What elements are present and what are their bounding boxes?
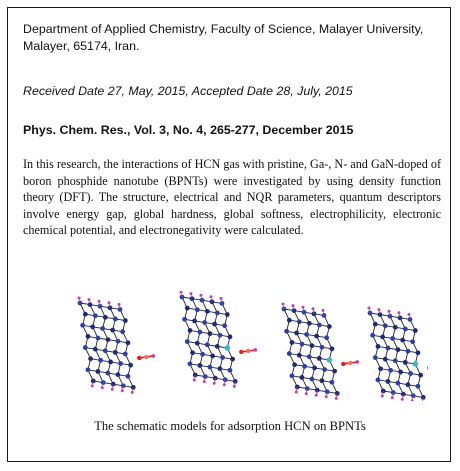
- received-accepted-dates: Received Date 27, May, 2015, Accepted Date 28, July, 2015: [23, 84, 353, 98]
- atom: [322, 367, 327, 372]
- hydrogen-atom: [190, 292, 193, 295]
- atom: [218, 333, 223, 338]
- atom: [123, 318, 128, 323]
- nanotube-model-1: [78, 297, 156, 394]
- dopant-atom: [224, 345, 230, 351]
- hydrogen-atom: [368, 307, 371, 310]
- atom: [403, 327, 408, 332]
- atom: [106, 371, 111, 376]
- atom: [83, 312, 88, 317]
- atom: [208, 365, 213, 370]
- atom: [228, 368, 233, 373]
- affiliation-text: Department of Applied Chemistry, Faculty of Science, Malayer University, Malayer, 65174, Iran.: [23, 22, 424, 53]
- atom: [113, 350, 118, 355]
- atom: [416, 384, 421, 389]
- atom: [80, 323, 85, 328]
- atom: [314, 334, 319, 339]
- atom: [128, 363, 133, 368]
- hydrogen-atom: [180, 291, 183, 294]
- atom: [330, 380, 335, 385]
- atom: [410, 339, 415, 344]
- atom: [376, 377, 381, 382]
- atom: [393, 325, 398, 330]
- atom: [93, 313, 98, 318]
- atom: [220, 355, 225, 360]
- atom: [406, 382, 411, 387]
- atom: [110, 328, 115, 333]
- atom: [287, 351, 292, 356]
- atom: [106, 337, 111, 342]
- atom: [317, 356, 322, 361]
- atom: [332, 369, 337, 374]
- atom: [302, 364, 307, 369]
- atom: [400, 338, 405, 343]
- hydrogen-atom: [282, 303, 285, 306]
- hydrogen-atom: [121, 389, 124, 392]
- atom: [373, 322, 378, 327]
- hydrogen-atom: [111, 388, 114, 391]
- atom: [100, 326, 105, 331]
- atom: [292, 362, 297, 367]
- hcn-atom: [253, 348, 257, 352]
- nanotube-models-figure: [48, 291, 428, 401]
- atom: [304, 332, 309, 337]
- atom: [317, 323, 322, 328]
- atom: [93, 347, 98, 352]
- atom: [230, 357, 235, 362]
- atom: [90, 324, 95, 329]
- atom: [108, 360, 113, 365]
- atom: [324, 335, 329, 340]
- atom: [287, 318, 292, 323]
- atom: [373, 355, 378, 360]
- nanotube-model-3: [282, 303, 360, 400]
- hydrogen-atom: [213, 382, 216, 385]
- dopant-atom: [412, 361, 418, 367]
- atom: [202, 320, 207, 325]
- hydrogen-atom: [108, 301, 111, 304]
- hydrogen-atom: [315, 394, 318, 397]
- atom: [126, 340, 131, 345]
- atom: [195, 307, 200, 312]
- atom: [215, 311, 220, 316]
- hydrogen-atom: [193, 379, 196, 382]
- hydrogen-atom: [98, 300, 101, 303]
- atom: [383, 357, 388, 362]
- atom: [320, 378, 325, 383]
- atom: [398, 370, 403, 375]
- hydrogen-atom: [131, 391, 134, 394]
- atom: [195, 341, 200, 346]
- atom: [297, 353, 302, 358]
- atom: [210, 354, 215, 359]
- hydrogen-atom: [388, 310, 391, 313]
- atom: [396, 381, 401, 386]
- atom: [418, 373, 423, 378]
- atom: [116, 372, 121, 377]
- atom: [307, 321, 312, 326]
- hydrogen-atom: [292, 304, 295, 307]
- hydrogen-atom: [200, 294, 203, 297]
- atom: [88, 356, 93, 361]
- hydrogen-atom: [91, 385, 94, 388]
- hydrogen-atom: [203, 380, 206, 383]
- atom: [215, 344, 220, 349]
- atom: [205, 342, 210, 347]
- atom: [103, 348, 108, 353]
- atom: [86, 367, 91, 372]
- hydrogen-atom: [305, 392, 308, 395]
- hydrogen-atom: [118, 303, 121, 306]
- atom: [185, 306, 190, 311]
- hydrogen-atom: [335, 397, 338, 400]
- atom: [312, 366, 317, 371]
- hydrogen-atom: [210, 295, 213, 298]
- atom: [383, 323, 388, 328]
- hcn-atom: [427, 366, 428, 370]
- atom: [408, 371, 413, 376]
- atom: [96, 369, 101, 374]
- hcn-atom: [239, 350, 243, 354]
- hydrogen-atom: [233, 385, 236, 388]
- atom: [212, 322, 217, 327]
- atom: [330, 346, 335, 351]
- hydrogen-atom: [322, 309, 325, 312]
- hydrogen-atom: [78, 297, 81, 300]
- atom: [396, 347, 401, 352]
- hydrogen-atom: [391, 396, 394, 399]
- atom: [192, 318, 197, 323]
- hydrogen-atom: [401, 398, 404, 401]
- atom: [222, 323, 227, 328]
- hydrogen-atom: [378, 308, 381, 311]
- hcn-atom: [348, 361, 352, 365]
- atom: [386, 379, 391, 384]
- atom: [185, 339, 190, 344]
- hydrogen-atom: [408, 313, 411, 316]
- atom: [388, 368, 393, 373]
- hcn-atom: [137, 356, 141, 360]
- atom: [198, 363, 203, 368]
- atom: [218, 366, 223, 371]
- atom: [307, 354, 312, 359]
- atom: [182, 317, 187, 322]
- atom: [190, 350, 195, 355]
- atom: [123, 352, 128, 357]
- hydrogen-atom: [223, 383, 226, 386]
- atom: [113, 317, 118, 322]
- atom: [225, 312, 230, 317]
- atom: [198, 330, 203, 335]
- atom: [403, 360, 408, 365]
- figure-caption: The schematic models for adsorption HCN on BPNTs: [94, 419, 366, 433]
- atom: [83, 345, 88, 350]
- atom: [327, 324, 332, 329]
- atom: [290, 373, 295, 378]
- atom: [406, 349, 411, 354]
- atom: [188, 328, 193, 333]
- hcn-atom: [151, 354, 155, 358]
- hydrogen-atom: [220, 297, 223, 300]
- hcn-atom: [144, 355, 148, 359]
- atom: [416, 350, 421, 355]
- hcn-atom: [341, 362, 345, 366]
- atom: [320, 345, 325, 350]
- atom: [393, 358, 398, 363]
- atom: [116, 339, 121, 344]
- hydrogen-atom: [88, 298, 91, 301]
- atom: [103, 315, 108, 320]
- atom: [376, 344, 381, 349]
- atom: [380, 334, 385, 339]
- atom: [96, 336, 101, 341]
- atom: [118, 361, 123, 366]
- atom: [370, 333, 375, 338]
- atom: [200, 352, 205, 357]
- atom: [290, 340, 295, 345]
- atom: [294, 330, 299, 335]
- atom: [228, 334, 233, 339]
- atom: [86, 334, 91, 339]
- graphical-abstract-frame: [7, 7, 451, 462]
- atom: [390, 336, 395, 341]
- atom: [300, 375, 305, 380]
- atom: [98, 358, 103, 363]
- hydrogen-atom: [398, 311, 401, 314]
- abstract-text: In this research, the interactions of HCN gas with pristine, Ga-, N- and GaN-doped of boron phosphide nanotube (BPNTs) were investigated by using density function theory (DFT). The structure, electrical and NQR parameters, quantum descriptors involve energy gap, global hardness, global softness, electrophilicity, electronic chemical potential, and electronegativity were calculated.: [23, 157, 441, 238]
- hydrogen-atom: [302, 306, 305, 309]
- journal-citation: Phys. Chem. Res., Vol. 3, No. 4, 265-277, December 2015: [23, 123, 354, 137]
- hcn-atom: [246, 349, 250, 353]
- atom: [120, 329, 125, 334]
- atom: [188, 361, 193, 366]
- dopant-atom: [326, 357, 332, 363]
- atom: [310, 377, 315, 382]
- atom: [378, 366, 383, 371]
- nanotube-model-2: [180, 291, 258, 388]
- atom: [386, 346, 391, 351]
- atom: [284, 329, 289, 334]
- atom: [297, 319, 302, 324]
- atom: [205, 309, 210, 314]
- hydrogen-atom: [325, 395, 328, 398]
- hydrogen-atom: [295, 391, 298, 394]
- atom: [300, 342, 305, 347]
- hydrogen-atom: [381, 395, 384, 398]
- atom: [208, 331, 213, 336]
- hydrogen-atom: [312, 307, 315, 310]
- hydrogen-atom: [411, 399, 414, 401]
- atom: [126, 374, 131, 379]
- hydrogen-atom: [101, 386, 104, 389]
- nanotube-model-4: [368, 307, 429, 402]
- atom: [413, 328, 418, 333]
- atom: [310, 343, 315, 348]
- hcn-atom: [355, 360, 359, 364]
